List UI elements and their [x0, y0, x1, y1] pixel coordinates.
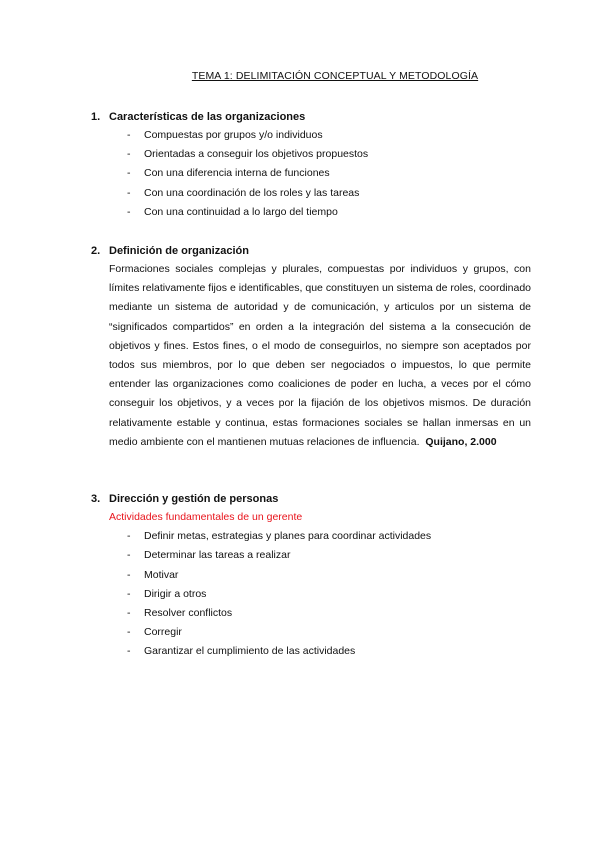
list-item: - Compuestas por grupos y/o individuos	[127, 129, 323, 141]
section-heading-text: Características de las organizaciones	[109, 111, 306, 123]
characteristics-list	[91, 126, 531, 222]
list-item: - Dirigir a otros	[127, 587, 207, 600]
list-item: - Corregir	[127, 626, 182, 639]
activities-list	[91, 527, 531, 661]
list-item: - Motivar	[127, 568, 179, 581]
subheading-red: Actividades fundamentales de un gerente	[109, 511, 303, 523]
section-number: 3.	[91, 493, 101, 505]
section-heading-text: Dirección y gestión de personas	[109, 493, 279, 505]
page-title-text: TEMA 1: DELIMITACIÓN CONCEPTUAL Y METODOLOGÍA	[191, 70, 479, 82]
list-item: - Determinar las tareas a realizar	[127, 549, 291, 562]
list-item: - Garantizar el cumplimiento de las actividades	[127, 645, 356, 658]
list-item: - Orientadas a conseguir los objetivos propuestos	[127, 148, 369, 161]
definition-text: Formaciones sociales complejas y plurales, compuestas por individuos y grupos, con límites relativamente fijos e identificables, que constituyen un sistema de roles, coordinado mediante un sistema de autoridad y de comunicación, y articulos por un sistema de “significados compartidos” en orden a la integración del sistema a la consecución de objetivos y fines. Estos fines, o el modo de conseguirlos, no siempre son aceptados por todos sus miembros, por lo que deben ser negociados o impuestos, lo que permite entender las organizaciones como coaliciones de poder en lucha, a veces por el cómo conseguir los objetivos, y a veces por la fijación de los objetivos mismos. De duración relativamente estable y continua, estas formaciones sociales se hallan inmersas en un medio ambiente con el mantienen mutuas relaciones de influencia.	[109, 263, 531, 448]
list-item: - Resolver conflictos	[127, 606, 233, 619]
section-number: 2.	[91, 245, 101, 257]
citation: Quijano, 2.000	[425, 435, 497, 448]
definition-paragraph	[109, 260, 531, 452]
section-heading	[91, 108, 531, 126]
list-item: - Con una diferencia interna de funciones	[127, 167, 330, 180]
page-title	[0, 70, 600, 82]
list-item: - Definir metas, estrategias y planes para coordinar actividades	[127, 530, 432, 543]
section-heading-text: Definición de organización	[109, 245, 249, 257]
section-characteristics	[91, 108, 531, 222]
section-definition	[91, 242, 531, 452]
section-management	[91, 490, 531, 662]
list-item: - Con una continuidad a lo largo del tiempo	[127, 205, 338, 218]
section-heading	[91, 242, 531, 260]
list-item: - Con una coordinación de los roles y las tareas	[127, 186, 360, 199]
section-heading	[91, 490, 531, 508]
section-number: 1.	[91, 111, 101, 123]
